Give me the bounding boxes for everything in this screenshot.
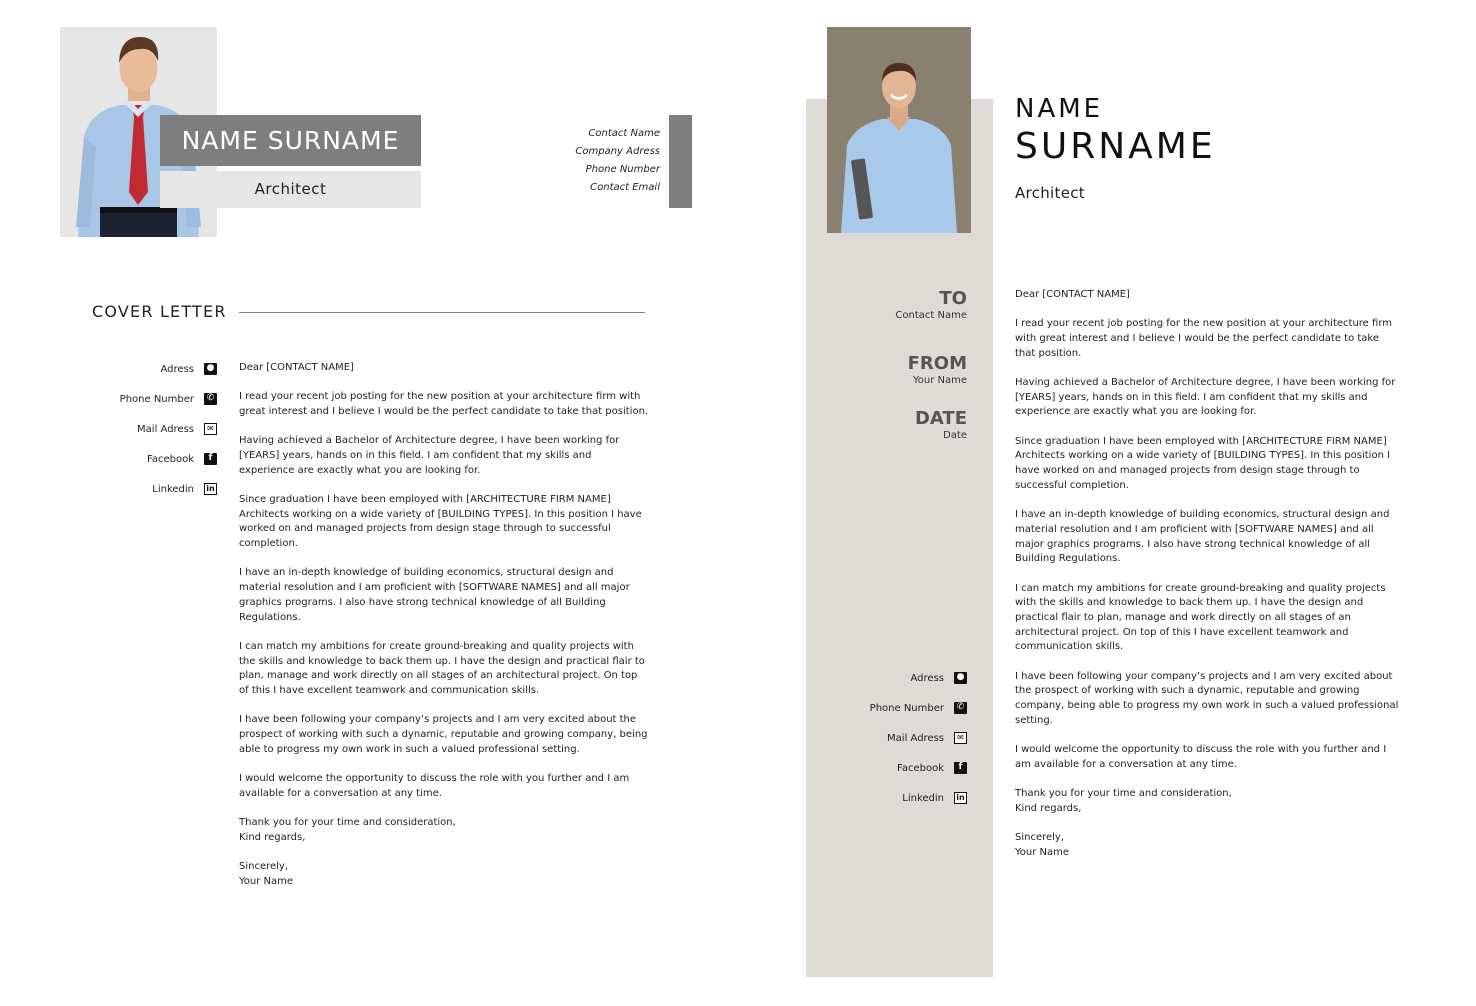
contact-item-mail xyxy=(807,723,967,753)
letter-paragraph: I would welcome the opportunity to discuss the role with you further and I am available for a conversation at any time. xyxy=(239,772,630,799)
contact-label: Adress xyxy=(910,672,944,684)
letter-signature: Your Name xyxy=(1015,846,1070,858)
letter-greeting: Dear [CONTACT NAME] xyxy=(1015,289,1130,300)
letter-paragraph: I read your recent job posting for the new position at your architecture firm with great interest and I believe I would be the perfect candidate to take that position. xyxy=(239,391,649,417)
letter-paragraph: I have been following your company’s projects and I am very excited about the prospect of working with such a dynamic, reputable and growing company, being able to progress my own work in such a valued professional setting. xyxy=(239,714,648,755)
section-divider xyxy=(239,312,645,313)
contact-name: Contact Name xyxy=(588,128,660,139)
job-title: Architect xyxy=(160,171,421,208)
mail-icon: ✉ xyxy=(204,423,217,435)
linkedin-icon: in xyxy=(954,792,967,804)
letter-paragraph: Since graduation I have been employed with [ARCHITECTURE FIRM NAME] Architects working on a wide variety of [BUILDING TYPES]. In this position I have worked on and managed projects from design stage through to successful completion. xyxy=(239,494,642,550)
letter-paragraph: I have an in-depth knowledge of building economics, structural design and material resolution and I am proficient with [SOFTWARE NAMES] and all major graphics programs. I also have strong technical knowledge of all Building Regulations. xyxy=(1015,509,1390,565)
contact-item-facebook xyxy=(807,753,967,783)
contact-email: Contact Email xyxy=(590,182,660,193)
contact-label: Linkedin xyxy=(902,792,944,804)
recipient-contact-block xyxy=(520,125,660,197)
contact-label: Mail Adress xyxy=(137,423,194,435)
contact-label: Phone Number xyxy=(119,393,194,405)
phone-number: Phone Number xyxy=(585,164,660,175)
date-value: Date xyxy=(943,430,967,441)
contact-item-phone xyxy=(57,384,217,414)
date-block xyxy=(807,409,967,442)
contact-list xyxy=(807,663,967,813)
letter-paragraph: I can match my ambitions for create ground-breaking and quality projects with the skills and knowledge to back them up. I have the design and practical flair to plan, manage and work directly on all stages of an architectural project. On top of this I have excellent teamwork and communication skills. xyxy=(239,640,645,696)
facebook-icon: f xyxy=(954,762,967,774)
letter-paragraph: Since graduation I have been employed with [ARCHITECTURE FIRM NAME] Architects working on a wide variety of [BUILDING TYPES]. In this position I have worked on and managed projects from design stage through to successful completion. xyxy=(1015,435,1391,491)
letter-body xyxy=(239,361,649,889)
section-title: COVER LETTER xyxy=(92,302,227,321)
contact-item-linkedin xyxy=(57,474,217,504)
contact-label: Phone Number xyxy=(869,702,944,714)
contact-label: Facebook xyxy=(897,762,944,774)
contact-label: Facebook xyxy=(147,453,194,465)
to-heading: TO xyxy=(939,288,967,309)
map-pin-icon: ● xyxy=(204,363,217,375)
letter-sincerely: Sincerely, xyxy=(239,860,289,872)
letter-regards: Kind regards, xyxy=(1015,802,1082,814)
phone-icon: ✆ xyxy=(204,393,217,405)
letter-body xyxy=(1015,288,1400,860)
contact-label: Adress xyxy=(160,363,194,375)
contact-item-address xyxy=(807,663,967,693)
from-block xyxy=(807,354,967,387)
letter-regards: Kind regards, xyxy=(239,831,306,843)
letter-thanks: Thank you for your time and consideration, xyxy=(1015,788,1232,800)
contact-label: Mail Adress xyxy=(887,732,944,744)
date-heading: DATE xyxy=(914,408,967,429)
letter-paragraph: Having achieved a Bachelor of Architecture degree, I have been working for [YEARS] years, hands on in this field. I am confident that my skills and experience are exactly what you are looking for. xyxy=(239,435,620,476)
map-pin-icon: ● xyxy=(954,672,967,684)
contact-accent-bar xyxy=(669,115,692,208)
contact-item-address xyxy=(57,354,217,384)
letter-paragraph: I read your recent job posting for the new position at your architecture firm with great interest and I believe I would be the perfect candidate to take that position. xyxy=(1015,318,1392,359)
job-title: Architect xyxy=(1015,184,1085,202)
phone-icon: ✆ xyxy=(954,702,967,714)
contact-item-phone xyxy=(807,693,967,723)
from-value: Your Name xyxy=(912,375,967,386)
facebook-icon: f xyxy=(204,453,217,465)
company-address: Company Adress xyxy=(575,146,660,157)
letter-paragraph: I have been following your company’s projects and I am very excited about the prospect of working with such a dynamic, reputable and growing company, being able to progress my own work in such a valued professional setting. xyxy=(1015,670,1399,726)
name-banner: NAME SURNAME xyxy=(160,115,421,166)
to-value: Contact Name xyxy=(895,310,967,321)
letter-paragraph: I would welcome the opportunity to discuss the role with you further and I am available for a conversation at any time. xyxy=(1015,744,1387,770)
contact-item-facebook xyxy=(57,444,217,474)
first-name: NAME xyxy=(1015,94,1104,124)
contact-list xyxy=(57,354,217,504)
letter-greeting: Dear [CONTACT NAME] xyxy=(239,362,354,373)
contact-label: Linkedin xyxy=(152,483,194,495)
letter-signature: Your Name xyxy=(239,875,294,887)
letter-paragraph: Having achieved a Bachelor of Architecture degree, I have been working for [YEARS] years, hands on in this field. I am confident that my skills and experience are exactly what you are looking for. xyxy=(1015,377,1396,418)
contact-item-mail xyxy=(57,414,217,444)
surname: SURNAME xyxy=(1015,126,1216,167)
from-heading: FROM xyxy=(907,353,967,374)
to-block xyxy=(807,289,967,322)
letter-thanks: Thank you for your time and consideration, xyxy=(239,816,456,828)
linkedin-icon: in xyxy=(204,483,217,495)
letter-paragraph: I have an in-depth knowledge of building economics, structural design and material resolution and I am proficient with [SOFTWARE NAMES] and all major graphics programs. I also have strong technical knowledge of all Building Regulations. xyxy=(239,567,630,623)
contact-item-linkedin xyxy=(807,783,967,813)
mail-icon: ✉ xyxy=(954,732,967,744)
letter-paragraph: I can match my ambitions for create ground-breaking and quality projects with the skills and knowledge to back them up. I have the design and practical flair to plan, manage and work directly on all stages of an architectural project. On top of this I have excellent teamwork and communication skills. xyxy=(1015,582,1386,653)
profile-photo xyxy=(827,27,971,233)
letter-sincerely: Sincerely, xyxy=(1015,832,1065,844)
